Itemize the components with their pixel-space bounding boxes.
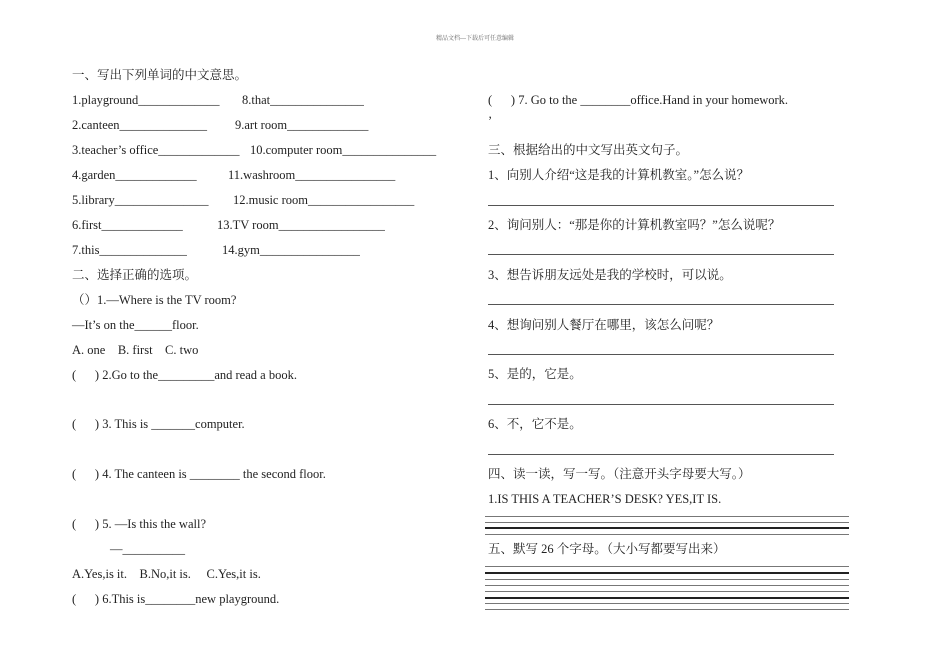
vocab-item-2: 2.canteen______________ [72, 118, 208, 132]
writing-rule [485, 585, 849, 586]
page-header: 精品文档---下载后可任意编辑 [436, 36, 514, 42]
writing-baseline [485, 572, 849, 574]
section-3-title: 三、根据给出的中文写出英文句子。 [488, 143, 689, 157]
question-1-options: A. one B. first C. two [72, 343, 199, 357]
vocab-item-10: 10.computer room_______________ [250, 143, 437, 157]
translation-item-2: 2、询问别人：“那是你的计算机教室吗？”怎么说呢？ [488, 218, 781, 232]
question-1: （）1.—Where is the TV room? [72, 293, 237, 307]
answer-line-6 [488, 454, 834, 455]
translation-item-3: 3、想告诉朋友远处是我的学校时，可以说。 [488, 268, 732, 282]
writing-rule [485, 609, 849, 610]
vocab-item-8: 8.that_______________ [242, 93, 364, 107]
writing-rule [485, 591, 849, 592]
writing-rule [485, 522, 849, 523]
section-1-title: 一、写出下列单词的中文意思。 [72, 68, 248, 82]
vocab-item-13: 13.TV room_________________ [217, 218, 385, 232]
copy-sentence: 1.IS THIS A TEACHER’S DESK? YES,IT IS. [488, 492, 722, 506]
answer-line-5 [488, 404, 834, 405]
vocab-item-11: 11.washroom________________ [228, 168, 396, 182]
vocab-item-5: 5.library_______________ [72, 193, 209, 207]
question-5-answer: —__________ [110, 542, 185, 556]
vocab-item-1: 1.playground_____________ [72, 93, 220, 107]
question-5: ( ) 5. —Is this the wall? [72, 517, 207, 531]
answer-line-4 [488, 354, 834, 355]
writing-rule [485, 534, 849, 535]
writing-rule [485, 566, 849, 567]
vocab-item-3: 3.teacher’s office_____________ [72, 143, 240, 157]
writing-baseline [485, 597, 849, 599]
vocab-item-14: 14.gym________________ [222, 243, 360, 257]
section-4-title: 四、读一读，写一写。（注意开头字母要大写。） [488, 467, 751, 481]
question-4: ( ) 4. The canteen is ________ the second floor. [72, 467, 326, 481]
vocab-item-4: 4.garden_____________ [72, 168, 197, 182]
question-7: ( ) 7. Go to the ________office.Hand in your homework. [488, 93, 789, 107]
question-7-mark: ’ [488, 114, 493, 128]
answer-line-1 [488, 205, 834, 206]
translation-item-1: 1、向别人介绍“这是我的计算机教室。”怎么说？ [488, 168, 750, 182]
question-6: ( ) 6.This is________new playground. [72, 592, 280, 606]
answer-line-2 [488, 254, 834, 255]
section-5-title: 五、默写 26 个字母。（大小写都要写出来） [488, 542, 726, 556]
vocab-item-12: 12.music room_________________ [233, 193, 415, 207]
question-5-options: A.Yes,is it. B.No,it is. C.Yes,it is. [72, 567, 261, 581]
writing-rule [485, 603, 849, 604]
translation-item-5: 5、是的，它是。 [488, 367, 582, 381]
vocab-item-9: 9.art room_____________ [235, 118, 369, 132]
question-2: ( ) 2.Go to the_________and read a book. [72, 368, 297, 382]
question-3: ( ) 3. This is _______computer. [72, 417, 245, 431]
translation-item-6: 6、不，它不是。 [488, 417, 582, 431]
question-1-answer: —It’s on the______floor. [72, 318, 199, 332]
vocab-item-7: 7.this______________ [72, 243, 187, 257]
writing-rule [485, 579, 849, 580]
writing-rule [485, 516, 849, 517]
section-2-title: 二、选择正确的选项。 [72, 268, 198, 282]
writing-baseline [485, 527, 849, 529]
answer-line-3 [488, 304, 834, 305]
vocab-item-6: 6.first_____________ [72, 218, 183, 232]
translation-item-4: 4、想询问别人餐厅在哪里，该怎么问呢？ [488, 318, 720, 332]
